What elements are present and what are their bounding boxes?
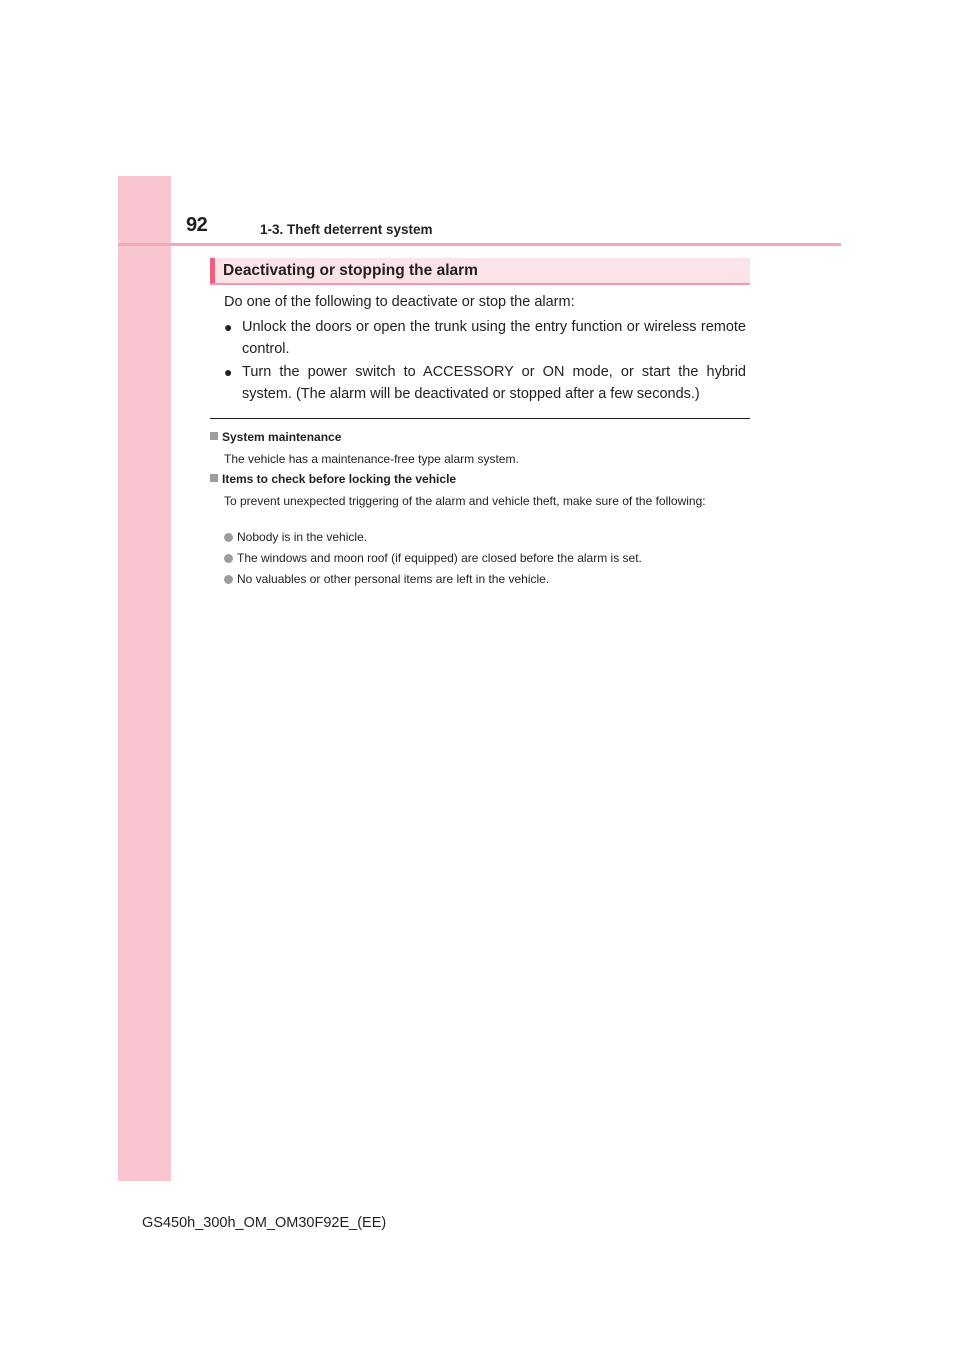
bullet-item	[224, 361, 746, 405]
side-color-strip	[118, 176, 171, 1181]
section-heading-text: Deactivating or stopping the alarm	[223, 262, 478, 279]
header-rule	[118, 243, 841, 246]
footer-doc-code: GS450h_300h_OM_OM30F92E_(EE)	[142, 1215, 387, 1231]
note-body-maintenance: The vehicle has a maintenance-free type alarm system.	[224, 452, 519, 466]
note-bullet-item	[224, 551, 642, 565]
note-bullet-item	[224, 530, 367, 544]
round-bullet-icon	[224, 554, 233, 563]
section-intro: Do one of the following to deactivate or stop the alarm:	[224, 294, 575, 310]
note-title-text: System maintenance	[222, 430, 342, 444]
note-title-text: Items to check before locking the vehicle	[222, 472, 457, 486]
bullet-dot-icon: ●	[224, 319, 233, 335]
note-bullet-text: Nobody is in the vehicle.	[237, 530, 368, 544]
round-bullet-icon	[224, 533, 233, 542]
note-bullet-item	[224, 572, 549, 586]
section-divider	[210, 418, 750, 419]
bullet-item	[224, 316, 746, 360]
note-bullet-text: No valuables or other personal items are left in the vehicle.	[237, 572, 550, 586]
heading-accent-bar	[210, 258, 215, 283]
bullet-text: Unlock the doors or open the trunk using the entry function or wireless remote control.	[242, 319, 746, 357]
square-bullet-icon	[210, 432, 218, 440]
section-heading	[210, 258, 750, 285]
square-bullet-icon	[210, 474, 218, 482]
page-number: 92	[186, 214, 208, 236]
round-bullet-icon	[224, 575, 233, 584]
bullet-dot-icon: ●	[224, 364, 233, 380]
chapter-title: 1-3. Theft deterrent system	[260, 222, 433, 237]
note-bullet-text: The windows and moon roof (if equipped) are closed before the alarm is set.	[237, 551, 642, 565]
bullet-text: Turn the power switch to ACCESSORY or ON mode, or start the hybrid system. (The alarm will be deactivated or stopped after a few seconds.)	[242, 364, 746, 402]
note-title-items-check	[210, 472, 456, 486]
note-title-maintenance	[210, 430, 341, 444]
note-body-items-check: To prevent unexpected triggering of the alarm and vehicle theft, make sure of the following:	[224, 494, 706, 508]
